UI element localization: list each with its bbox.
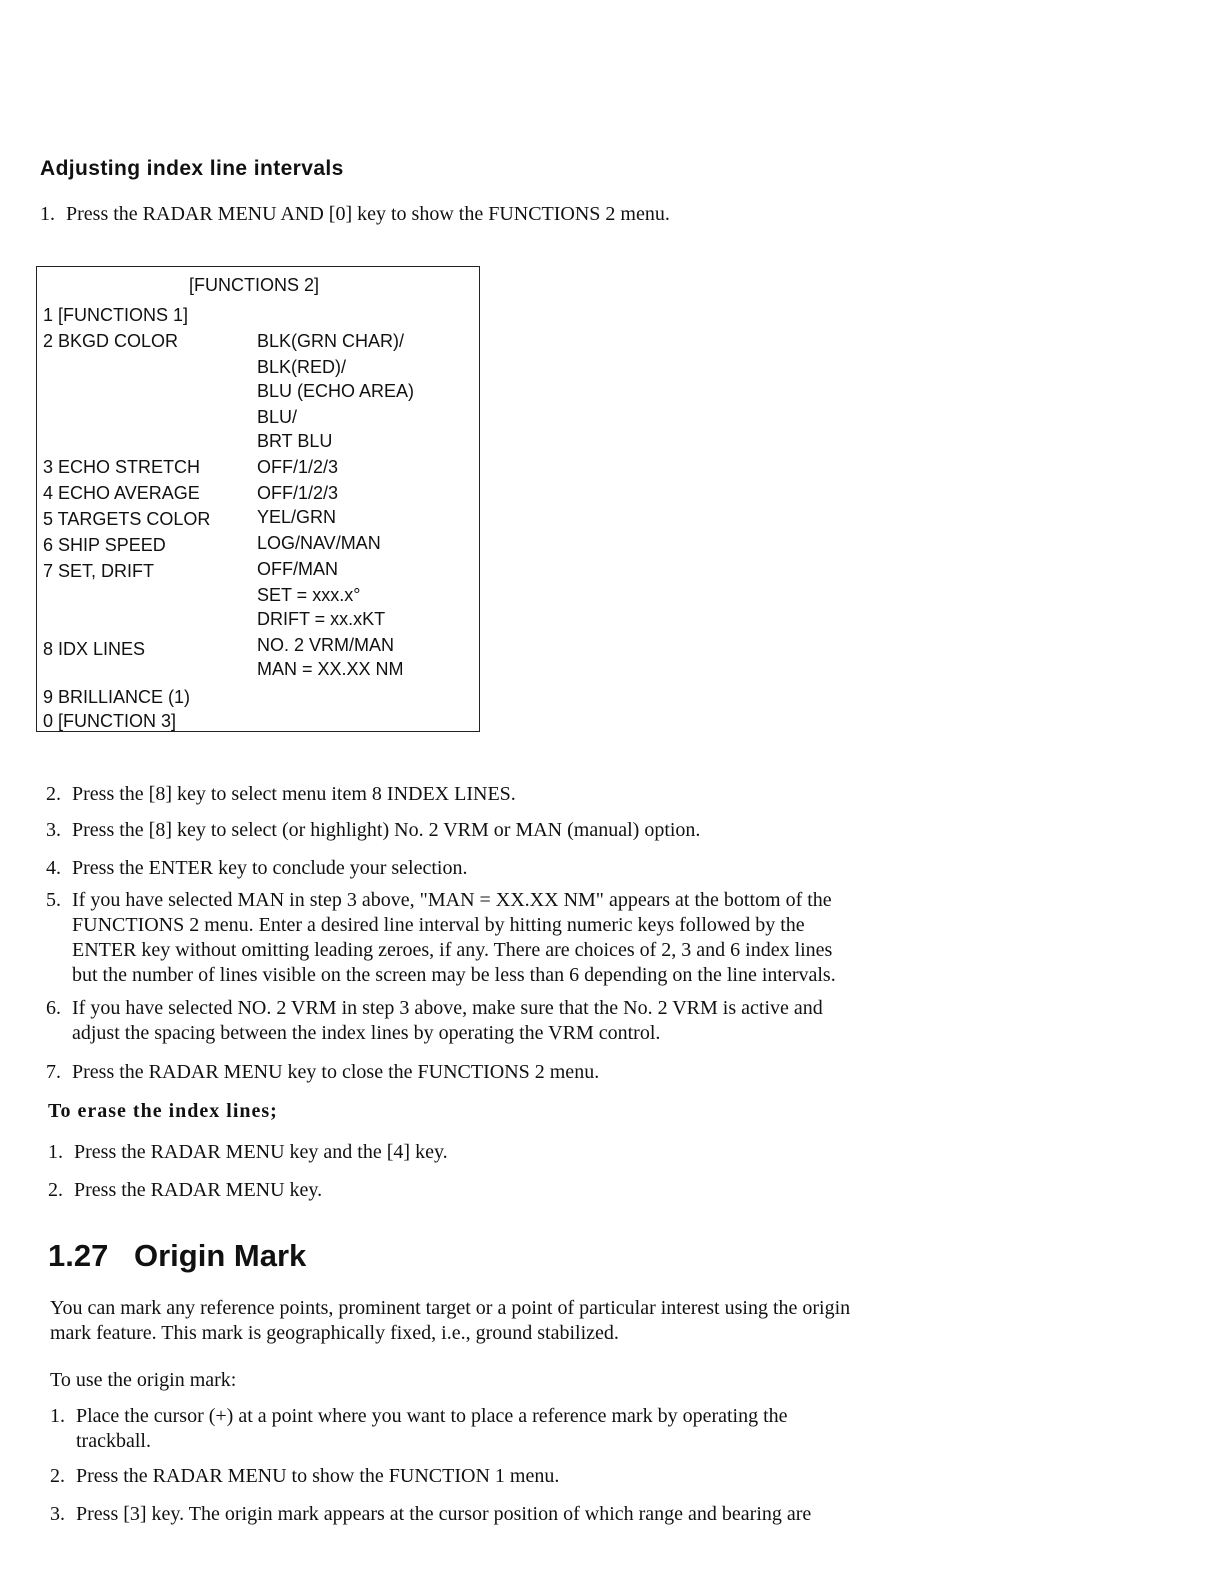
subsection-heading: Adjusting index line intervals bbox=[40, 157, 344, 180]
intro-paragraph bbox=[50, 1296, 850, 1346]
menu-value: BLU (ECHO AREA) bbox=[257, 381, 415, 401]
section-number: 1.27 bbox=[48, 1238, 109, 1273]
menu-item-targets-color: 5 TARGETS COLOR bbox=[43, 509, 211, 529]
step-text: Press the [8] key to select menu item 8 INDEX LINES. bbox=[72, 783, 516, 805]
menu-item-functions-1: 1 [FUNCTIONS 1] bbox=[43, 305, 189, 325]
step-text: Press the RADAR MENU key and the [4] key. bbox=[74, 1141, 448, 1163]
step-number: 6. bbox=[46, 997, 61, 1019]
step-number: 3. bbox=[50, 1503, 65, 1525]
step-number: 1. bbox=[48, 1141, 63, 1163]
step-number: 4. bbox=[46, 857, 61, 879]
menu-title: [FUNCTIONS 2] bbox=[189, 275, 320, 295]
step-text: adjust the spacing between the index lines by operating the VRM control. bbox=[72, 1022, 661, 1044]
step-6 bbox=[46, 996, 823, 1046]
menu-item-idx-lines: 8 IDX LINES bbox=[43, 639, 146, 659]
menu-value: YEL/GRN bbox=[257, 507, 337, 527]
step-3 bbox=[46, 818, 700, 843]
step-7 bbox=[46, 1060, 599, 1085]
use-label: To use the origin mark: bbox=[50, 1369, 237, 1391]
functions-2-menu bbox=[36, 266, 480, 732]
menu-value: BLK(GRN CHAR)/ bbox=[257, 331, 405, 351]
menu-value: SET = xxx.x° bbox=[257, 585, 361, 605]
menu-item-function-3: 0 [FUNCTION 3] bbox=[43, 711, 177, 731]
step-text: FUNCTIONS 2 menu. Enter a desired line interval by hitting numeric keys followed by the bbox=[72, 914, 805, 936]
step-number: 2. bbox=[48, 1179, 63, 1201]
section-title bbox=[48, 1238, 306, 1274]
menu-item-echo-stretch: 3 ECHO STRETCH bbox=[43, 457, 201, 477]
step-text: Press the RADAR MENU key to close the FUNCTIONS 2 menu. bbox=[72, 1061, 600, 1083]
step-text: Press the RADAR MENU key. bbox=[74, 1179, 323, 1201]
origin-step-3 bbox=[50, 1502, 811, 1527]
step-text: but the number of lines visible on the screen may be less than 6 depending on the line intervals. bbox=[72, 964, 836, 986]
menu-value: NO. 2 VRM/MAN bbox=[257, 635, 395, 655]
menu-item-brilliance: 9 BRILLIANCE (1) bbox=[43, 687, 191, 707]
step-number: 3. bbox=[46, 819, 61, 841]
step-text: trackball. bbox=[76, 1430, 151, 1452]
step-text: Press the RADAR MENU AND [0] key to show the FUNCTIONS 2 menu. bbox=[66, 203, 670, 225]
erase-heading: To erase the index lines; bbox=[48, 1100, 278, 1122]
step-number: 1. bbox=[50, 1405, 65, 1427]
menu-value: DRIFT = xx.xKT bbox=[257, 609, 386, 629]
menu-value: OFF/1/2/3 bbox=[257, 457, 339, 477]
menu-value: LOG/NAV/MAN bbox=[257, 533, 381, 553]
menu-value: OFF/MAN bbox=[257, 559, 338, 579]
menu-value: OFF/1/2/3 bbox=[257, 483, 339, 503]
step-text: If you have selected NO. 2 VRM in step 3 above, make sure that the No. 2 VRM is active and bbox=[72, 997, 823, 1019]
step-text: Press the [8] key to select (or highlight) No. 2 VRM or MAN (manual) option. bbox=[72, 819, 701, 841]
step-number: 7. bbox=[46, 1061, 61, 1083]
step-text: Press [3] key. The origin mark appears at the cursor position of which range and bearing are bbox=[76, 1503, 812, 1525]
menu-item-bkgd-color: 2 BKGD COLOR bbox=[43, 331, 179, 351]
step-text: Place the cursor (+) at a point where you want to place a reference mark by operating the bbox=[76, 1405, 788, 1427]
erase-step-2 bbox=[48, 1178, 322, 1203]
origin-step-2 bbox=[50, 1464, 559, 1489]
menu-item-ship-speed: 6 SHIP SPEED bbox=[43, 535, 166, 555]
erase-step-1 bbox=[48, 1140, 448, 1165]
step-number: 1. bbox=[40, 203, 55, 225]
step-number: 2. bbox=[46, 783, 61, 805]
step-text: If you have selected MAN in step 3 above, "MAN = XX.XX NM" appears at the bottom of the bbox=[72, 889, 832, 911]
origin-step-1 bbox=[50, 1404, 788, 1454]
step-1 bbox=[40, 202, 670, 227]
menu-value: BLK(RED)/ bbox=[257, 357, 347, 377]
menu-value: MAN = XX.XX NM bbox=[257, 659, 404, 679]
menu-item-set-drift: 7 SET, DRIFT bbox=[43, 561, 155, 581]
section-name: Origin Mark bbox=[134, 1238, 307, 1273]
step-4 bbox=[46, 856, 467, 881]
step-number: 5. bbox=[46, 889, 61, 911]
intro-line: You can mark any reference points, prominent target or a point of particular interest using the origin bbox=[50, 1297, 851, 1319]
step-text: Press the RADAR MENU to show the FUNCTION 1 menu. bbox=[76, 1465, 560, 1487]
menu-value: BRT BLU bbox=[257, 431, 333, 451]
step-2 bbox=[46, 782, 516, 807]
step-text: Press the ENTER key to conclude your selection. bbox=[72, 857, 468, 879]
step-text: ENTER key without omitting leading zeroes, if any. There are choices of 2, 3 and 6 index lines bbox=[72, 939, 833, 961]
menu-value: BLU/ bbox=[257, 407, 298, 427]
step-5 bbox=[46, 888, 836, 988]
intro-line: mark feature. This mark is geographically fixed, i.e., ground stabilized. bbox=[50, 1322, 619, 1344]
menu-item-echo-average: 4 ECHO AVERAGE bbox=[43, 483, 200, 503]
step-number: 2. bbox=[50, 1465, 65, 1487]
